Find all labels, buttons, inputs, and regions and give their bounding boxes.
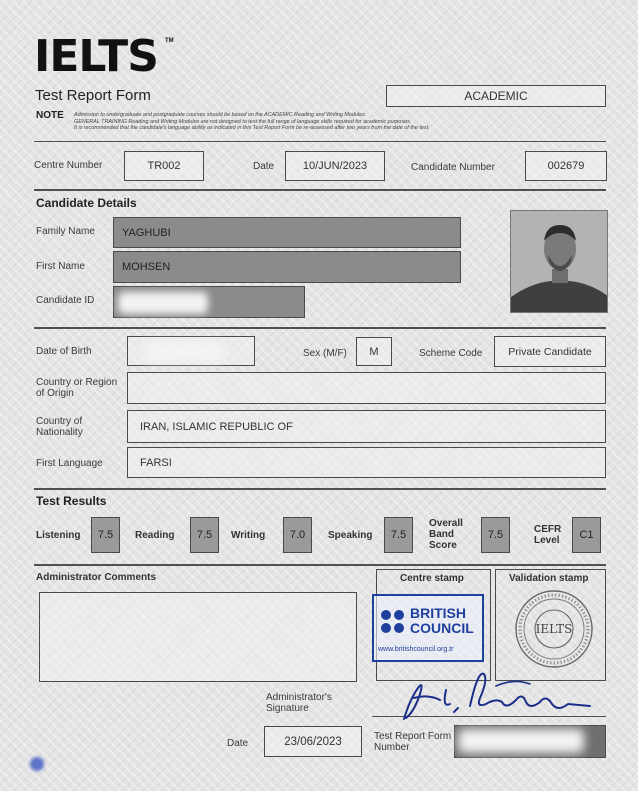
- overall-label-line1: Overall: [429, 518, 463, 529]
- issue-date-field: 23/06/2023: [264, 726, 362, 757]
- redacted-trf-number: [458, 729, 584, 753]
- centre-stamp-label: Centre stamp: [400, 573, 464, 584]
- redacted-candidate-id: [118, 292, 208, 314]
- family-name-label: Family Name: [36, 226, 95, 237]
- cefr-level-value: C1: [572, 517, 601, 553]
- candidate-number-label: Candidate Number: [411, 162, 495, 173]
- note-text: [74, 112, 574, 132]
- date-label: Date: [253, 161, 275, 172]
- british-council-line2: COUNCIL: [410, 620, 474, 636]
- divider-results: [34, 488, 606, 490]
- cefr-label-line2: Level: [534, 535, 560, 546]
- administrator-signature-label: [266, 692, 332, 714]
- form-title: Test Report Form: [35, 87, 151, 104]
- overall-band-label: [429, 518, 463, 551]
- writing-label: Writing: [231, 530, 266, 541]
- country-region-label: [36, 377, 117, 399]
- first-language-label: First Language: [36, 458, 103, 469]
- scheme-code-field: Private Candidate: [494, 336, 606, 367]
- listening-score: 7.5: [91, 517, 120, 553]
- administrator-comments-label: Administrator Comments: [36, 572, 157, 583]
- divider-top: [34, 141, 606, 142]
- note-line-2: GENERAL TRAINING Reading and Writing Modules are not designed to test the full range of language skills required for academic purposes.: [74, 118, 412, 125]
- module-box: ACADEMIC: [386, 85, 606, 107]
- signature-label-line1: Administrator's: [266, 692, 332, 703]
- sex-label: Sex (M/F): [303, 348, 347, 359]
- overall-label-line2: Band: [429, 529, 454, 540]
- british-council-dots-icon: [379, 608, 409, 638]
- country-region-label-line1: Country or Region: [36, 377, 118, 388]
- writing-score: 7.0: [283, 517, 312, 553]
- date-of-birth-label: Date of Birth: [36, 346, 92, 357]
- nationality-field: IRAN, ISLAMIC REPUBLIC OF: [127, 410, 606, 443]
- administrator-comments-box: [39, 592, 357, 682]
- test-results-heading: Test Results: [36, 494, 107, 508]
- reading-label: Reading: [135, 530, 175, 541]
- nationality-label-line2: Nationality: [36, 427, 83, 438]
- trf-number-label-line2: Number: [374, 742, 410, 753]
- ielts-logo: IELTS: [34, 31, 158, 82]
- issue-date-label: Date: [227, 738, 249, 749]
- nationality-label-line1: Country of: [36, 416, 83, 427]
- british-council-url: www.britishcouncil.org.tr: [378, 646, 454, 653]
- trf-number-label-line1: Test Report Form: [374, 731, 452, 742]
- speaking-label: Speaking: [328, 530, 373, 541]
- note-line-1: Admission to undergraduate and postgraduate courses should be based on the ACADEMIC Reading and Writing Modules.: [74, 112, 367, 118]
- reading-score: 7.5: [190, 517, 219, 553]
- person-silhouette-icon: [511, 211, 608, 313]
- trf-number-label: [374, 731, 451, 753]
- test-date-field: 10/JUN/2023: [285, 151, 385, 181]
- candidate-photo: [510, 210, 608, 313]
- british-council-stamp: [372, 594, 484, 662]
- validation-stamp-label: Validation stamp: [509, 573, 589, 584]
- signature-label-line2: Signature: [266, 703, 309, 714]
- family-name-field: YAGHUBI: [113, 217, 461, 248]
- country-region-field: [127, 372, 606, 404]
- note-label: NOTE: [36, 110, 64, 121]
- centre-number-field: TR002: [124, 151, 204, 181]
- cefr-label-line1: CEFR: [534, 524, 562, 535]
- first-name-label: First Name: [36, 261, 85, 272]
- centre-number-label: Centre Number: [34, 160, 103, 171]
- sex-field: M: [356, 337, 392, 366]
- nationality-label: [36, 416, 83, 438]
- candidate-id-label: Candidate ID: [36, 295, 95, 306]
- redacted-date-of-birth: [143, 342, 225, 362]
- listening-label: Listening: [36, 530, 81, 541]
- divider-candidate: [34, 189, 606, 191]
- overall-label-line3: Score: [429, 540, 457, 551]
- first-language-field: FARSI: [127, 447, 606, 478]
- signature-icon: [384, 664, 598, 724]
- country-region-label-line2: of Origin: [36, 388, 74, 399]
- scheme-code-label: Scheme Code: [419, 348, 483, 359]
- overall-band-score: 7.5: [481, 517, 510, 553]
- first-name-field: MOHSEN: [113, 251, 461, 283]
- candidate-details-heading: Candidate Details: [36, 196, 137, 210]
- divider-footer: [34, 564, 606, 566]
- candidate-number-field: 002679: [525, 151, 607, 181]
- note-line-3: It is recommended that the candidate's language ability as indicated in this Test Report Form be re-assessed after two years from the date of the test.: [74, 125, 430, 132]
- cefr-level-label: [534, 524, 561, 546]
- british-council-line1: BRITISH: [410, 605, 466, 621]
- blue-dot-marker: [30, 757, 44, 771]
- speaking-score: 7.5: [384, 517, 413, 553]
- divider-personal: [34, 327, 606, 329]
- trademark-mark: TM: [165, 38, 174, 44]
- validation-seal-text: IELTS: [535, 622, 573, 636]
